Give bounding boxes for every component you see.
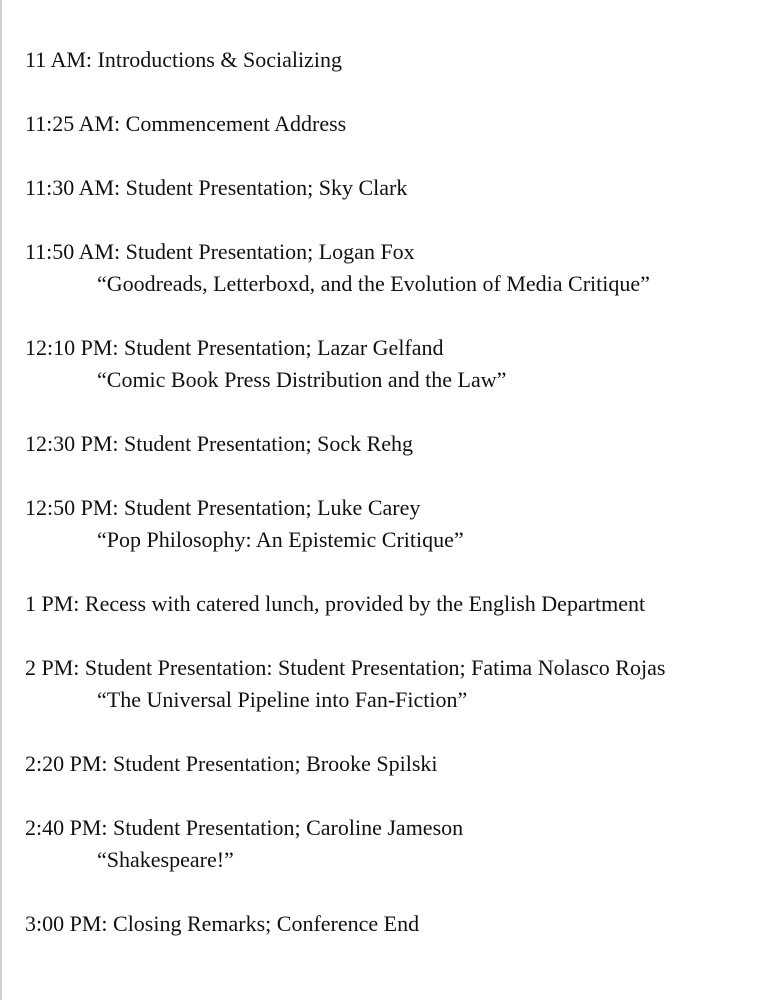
schedule-item-text: 12:10 PM: Student Presentation; Lazar Gelfand xyxy=(25,335,444,360)
schedule-item xyxy=(25,332,765,396)
presentation-title: “Shakespeare!” xyxy=(97,847,234,872)
page-edge-divider xyxy=(0,0,2,1000)
schedule-list xyxy=(25,44,765,972)
schedule-item-text: 2:40 PM: Student Presentation; Caroline Jameson xyxy=(25,815,464,840)
presentation-title: “Comic Book Press Distribution and the Law” xyxy=(97,367,507,392)
schedule-item xyxy=(25,812,765,876)
schedule-item xyxy=(25,908,765,940)
schedule-item-text: 1 PM: Recess with catered lunch, provided by the English Department xyxy=(25,591,646,616)
schedule-item-text: 11 AM: Introductions & Socializing xyxy=(25,47,342,72)
schedule-item-text: 3:00 PM: Closing Remarks; Conference End xyxy=(25,911,420,936)
schedule-item-text: 2 PM: Student Presentation: Student Presentation; Fatima Nolasco Rojas xyxy=(25,655,666,680)
schedule-item-text: 11:30 AM: Student Presentation; Sky Clark xyxy=(25,175,408,200)
schedule-item xyxy=(25,748,765,780)
schedule-item xyxy=(25,652,765,716)
schedule-item-text: 11:25 AM: Commencement Address xyxy=(25,111,347,136)
schedule-item-text: 11:50 AM: Student Presentation; Logan Fox xyxy=(25,239,415,264)
schedule-item xyxy=(25,492,765,556)
schedule-item xyxy=(25,108,765,140)
presentation-title: “Goodreads, Letterboxd, and the Evolution of Media Critique” xyxy=(97,271,650,296)
schedule-item xyxy=(25,44,765,76)
schedule-item xyxy=(25,236,765,300)
schedule-item-text: 12:50 PM: Student Presentation; Luke Carey xyxy=(25,495,421,520)
presentation-title: “Pop Philosophy: An Epistemic Critique” xyxy=(97,527,464,552)
presentation-title: “The Universal Pipeline into Fan-Fiction” xyxy=(97,687,468,712)
schedule-item xyxy=(25,428,765,460)
schedule-item-text: 12:30 PM: Student Presentation; Sock Rehg xyxy=(25,431,414,456)
schedule-item xyxy=(25,172,765,204)
schedule-item xyxy=(25,588,765,620)
schedule-item-text: 2:20 PM: Student Presentation; Brooke Spilski xyxy=(25,751,438,776)
